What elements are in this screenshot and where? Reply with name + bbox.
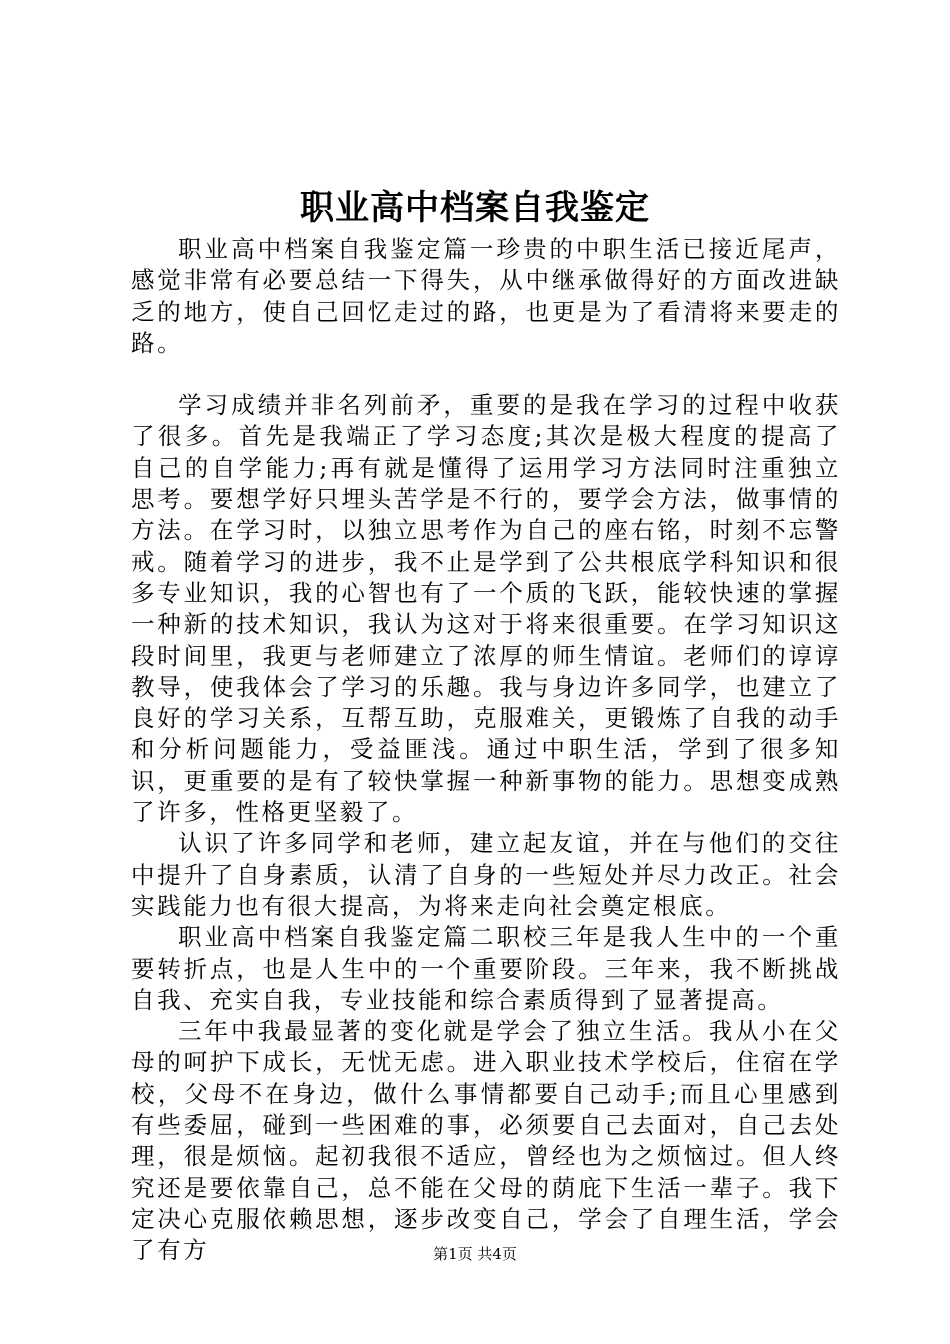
document-title: 职业高中档案自我鉴定 (300, 188, 650, 228)
paragraph-5: 三年中我最显著的变化就是学会了独立生活。我从小在父母的呵护下成长，无忧无虑。进入职业技术学校后，住宿在学校，父母不在身边，做什么事情都要自己动手;而且心里感到有些委屈，碰到一些困难的事，必须要自己去面对，自己去处理，很是烦恼。起初我很不适应，曾经也为之烦恼过。但人终究还是要依靠自己，总不能在父母的荫庇下生活一辈子。我下定决心克服依赖思想，逐步改变自己，学会了自理生活，学会了有方 (131, 1017, 841, 1265)
paragraph-3: 认识了许多同学和老师，建立起友谊，并在与他们的交往中提升了自身素质，认清了自身的一些短处并尽力改正。社会实践能力也有很大提高，为将来走向社会奠定根底。 (131, 829, 841, 920)
page-number-footer: 第1页 共4页 (433, 1245, 517, 1263)
document-body (131, 234, 841, 1267)
paragraph-2: 学习成绩并非名列前矛，重要的是我在学习的过程中收获了很多。首先是我端正了学习态度;其次是极大程度的提高了自己的自学能力;再有就是懂得了运用学习方法同时注重独立思考。要想学好只埋头苦学是不行的，要学会方法，做事情的方法。在学习时，以独立思考作为自己的座右铭，时刻不忘警戒。随着学习的进步，我不止是学到了公共根底学科知识和很多专业知识，我的心智也有了一个质的飞跃，能较快速的掌握一种新的技术知识，我认为这对于将来很重要。在学习知识这段时间里，我更与老师建立了浓厚的师生情谊。老师们的谆谆教导，使我体会了学习的乐趣。我与身边许多同学，也建立了良好的学习关系，互帮互助，克服难关，更锻炼了自我的动手和分析问题能力，受益匪浅。通过中职生活，学到了很多知识，更重要的是有了较快掌握一种新事物的能力。思想变成熟了许多，性格更坚毅了。 (131, 391, 841, 827)
paragraph-1: 职业高中档案自我鉴定篇一珍贵的中职生活已接近尾声，感觉非常有必要总结一下得失，从中继承做得好的方面改进缺乏的地方，使自己回忆走过的路，也更是为了看清将来要走的路。 (131, 235, 841, 357)
paragraph-4: 职业高中档案自我鉴定篇二职校三年是我人生中的一个重要转折点，也是人生中的一个重要阶段。三年来，我不断挑战自我、充实自我，专业技能和综合素质得到了显著提高。 (131, 923, 841, 1014)
